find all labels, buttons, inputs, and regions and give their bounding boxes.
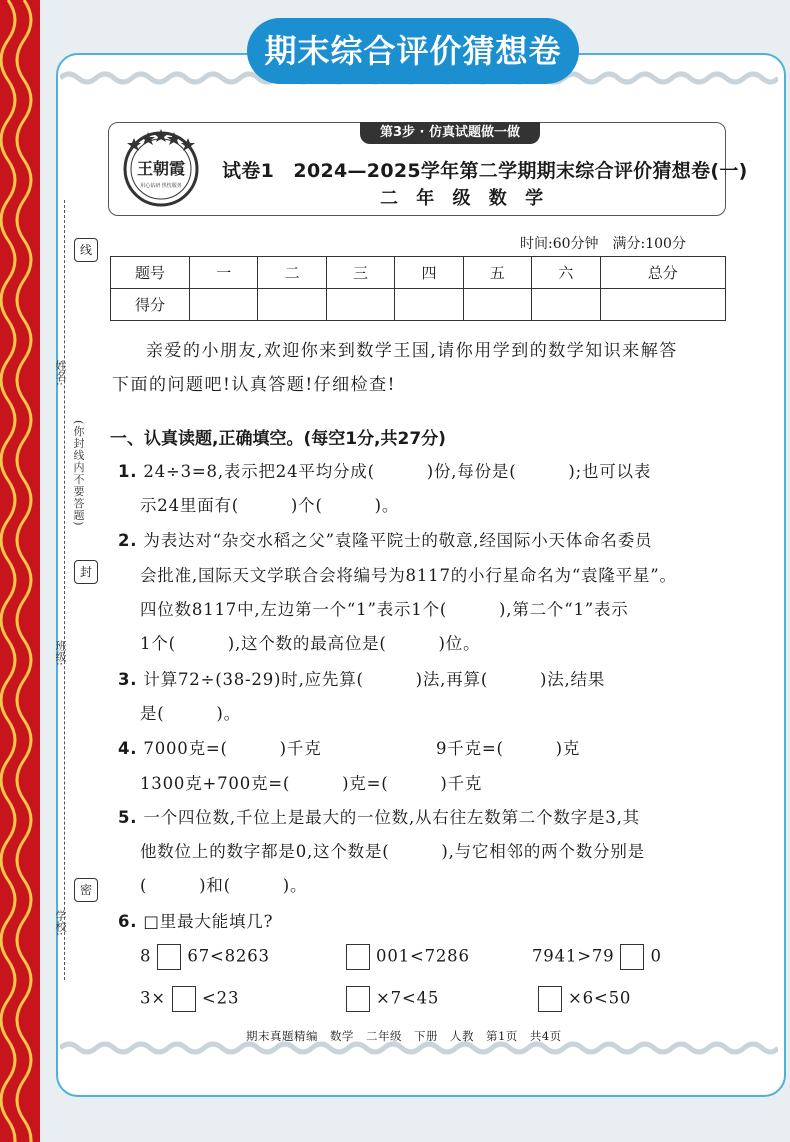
inequality-text: 0 [650, 946, 662, 966]
score-input-cell[interactable] [326, 289, 394, 321]
score-cell: 二 [258, 257, 326, 289]
inequality-text: ×6<50 [568, 988, 632, 1008]
question-number: 3. [118, 670, 138, 689]
question-4-part-b: 9千克=( )克 [436, 739, 581, 758]
answer-box[interactable] [157, 944, 181, 970]
question-text: 7000克=( )千克 [143, 739, 322, 758]
intro-line-1: 亲爱的小朋友,欢迎你来到数学王国,请你用学到的数学知识来解答 [146, 341, 678, 361]
inequality-text: ×7<45 [376, 988, 440, 1008]
intro-line-2: 下面的问题吧!认真答题!仔细检查! [112, 375, 396, 395]
inequality-d [140, 986, 239, 1012]
question-3-line-2: 是( )。 [140, 704, 241, 723]
question-2-line-3: 四位数8117中,左边第一个“1”表示1个( ),第二个“1”表示 [140, 600, 629, 619]
question-text: □里最大能填几? [143, 912, 274, 931]
publisher-logo [114, 124, 208, 210]
binding-note: (你封线内不要答题) [72, 420, 85, 527]
inequality-text: 001<7286 [376, 946, 470, 966]
score-cell: 一 [190, 257, 258, 289]
section-heading: 一、认真读题,正确填空。(每空1分,共27分) [110, 429, 446, 449]
exam-time-score: 时间:60分钟 满分:100分 [520, 236, 686, 252]
answer-box[interactable] [538, 986, 562, 1012]
question-5-line-3: ( )和( )。 [140, 876, 308, 895]
logo-text: 王朝霞 [136, 159, 186, 178]
score-cell: 五 [463, 257, 531, 289]
question-text: 24÷3=8,表示把24平均分成( )份,每份是( );也可以表 [143, 462, 652, 481]
inequality-b [346, 944, 470, 970]
exam-subtitle: 二 年 级 数 学 [380, 188, 550, 209]
binding-char-seal: 封 [74, 560, 98, 584]
inequality-text: 8 [140, 946, 152, 966]
answer-box[interactable] [346, 986, 370, 1012]
inequality-text: 7941>79 [532, 946, 615, 966]
binding-char-secret: 密 [74, 878, 98, 902]
logo-motto: 用心钻研 热忱服务 [140, 183, 182, 189]
question-3 [118, 666, 605, 690]
inequality-text: <23 [202, 988, 240, 1008]
score-cell: 四 [395, 257, 463, 289]
question-2 [118, 527, 652, 551]
inequality-text: 3× [140, 988, 166, 1008]
question-number: 4. [118, 739, 138, 758]
question-number: 6. [118, 912, 138, 931]
banner-title: 期末综合评价猜想卷 [247, 18, 579, 84]
inequality-e [346, 986, 439, 1012]
question-5 [118, 804, 640, 828]
score-input-cell[interactable] [395, 289, 463, 321]
question-4-part-c: 1300克+700克=( )克=( )千克 [140, 774, 483, 793]
score-cell: 三 [326, 257, 394, 289]
answer-box[interactable] [620, 944, 644, 970]
score-table-header-row [111, 257, 726, 289]
score-input-cell[interactable] [463, 289, 531, 321]
score-input-cell[interactable] [600, 289, 725, 321]
inequality-a [140, 944, 270, 970]
score-table-score-row [111, 289, 726, 321]
question-number: 5. [118, 808, 138, 827]
step-label: 第3步 · 仿真试题做一做 [360, 122, 540, 144]
binding-field-name: 姓名: [54, 360, 67, 386]
question-2-line-4: 1个( ),这个数的最高位是( )位。 [140, 634, 481, 653]
binding-field-class: 班级: [54, 640, 67, 666]
question-number: 1. [118, 462, 138, 481]
score-cell: 得分 [111, 289, 190, 321]
exam-title: 试卷1 2024—2025学年第二学期期末综合评价猜想卷(一) [222, 160, 748, 182]
question-text: 计算72÷(38-29)时,应先算( )法,再算( )法,结果 [143, 670, 606, 689]
question-text: 一个四位数,千位上是最大的一位数,从右往左数第二个数字是3,其 [143, 808, 640, 827]
question-4 [118, 735, 322, 759]
binding-field-school: 学校: [54, 910, 67, 936]
question-1-line-2: 示24里面有( )个( )。 [140, 496, 400, 515]
score-cell: 题号 [111, 257, 190, 289]
score-input-cell[interactable] [258, 289, 326, 321]
answer-box[interactable] [172, 986, 196, 1012]
binding-char-line: 线 [74, 238, 98, 262]
inequality-c [532, 944, 662, 970]
inequality-text: 67<8263 [187, 946, 270, 966]
answer-box[interactable] [346, 944, 370, 970]
score-cell: 总分 [600, 257, 725, 289]
page-footer: 期末真题精编 数学 二年级 下册 人教 第1页 共4页 [246, 1029, 562, 1043]
question-1 [118, 458, 651, 482]
question-number: 2. [118, 531, 138, 550]
question-2-line-2: 会批准,国际天文学联合会将编号为8117的小行星命名为“袁隆平星”。 [140, 566, 677, 585]
question-5-line-2: 他数位上的数字都是0,这个数是( ),与它相邻的两个数分别是 [140, 842, 645, 861]
binding-line [64, 200, 65, 980]
question-6 [118, 908, 273, 932]
score-input-cell[interactable] [532, 289, 600, 321]
score-input-cell[interactable] [190, 289, 258, 321]
question-text: 为表达对“杂交水稻之父”袁隆平院士的敬意,经国际小天体命名委员 [143, 531, 653, 550]
score-table [110, 256, 726, 321]
decorative-ribbon [0, 0, 40, 1142]
score-cell: 六 [532, 257, 600, 289]
inequality-f [538, 986, 631, 1012]
